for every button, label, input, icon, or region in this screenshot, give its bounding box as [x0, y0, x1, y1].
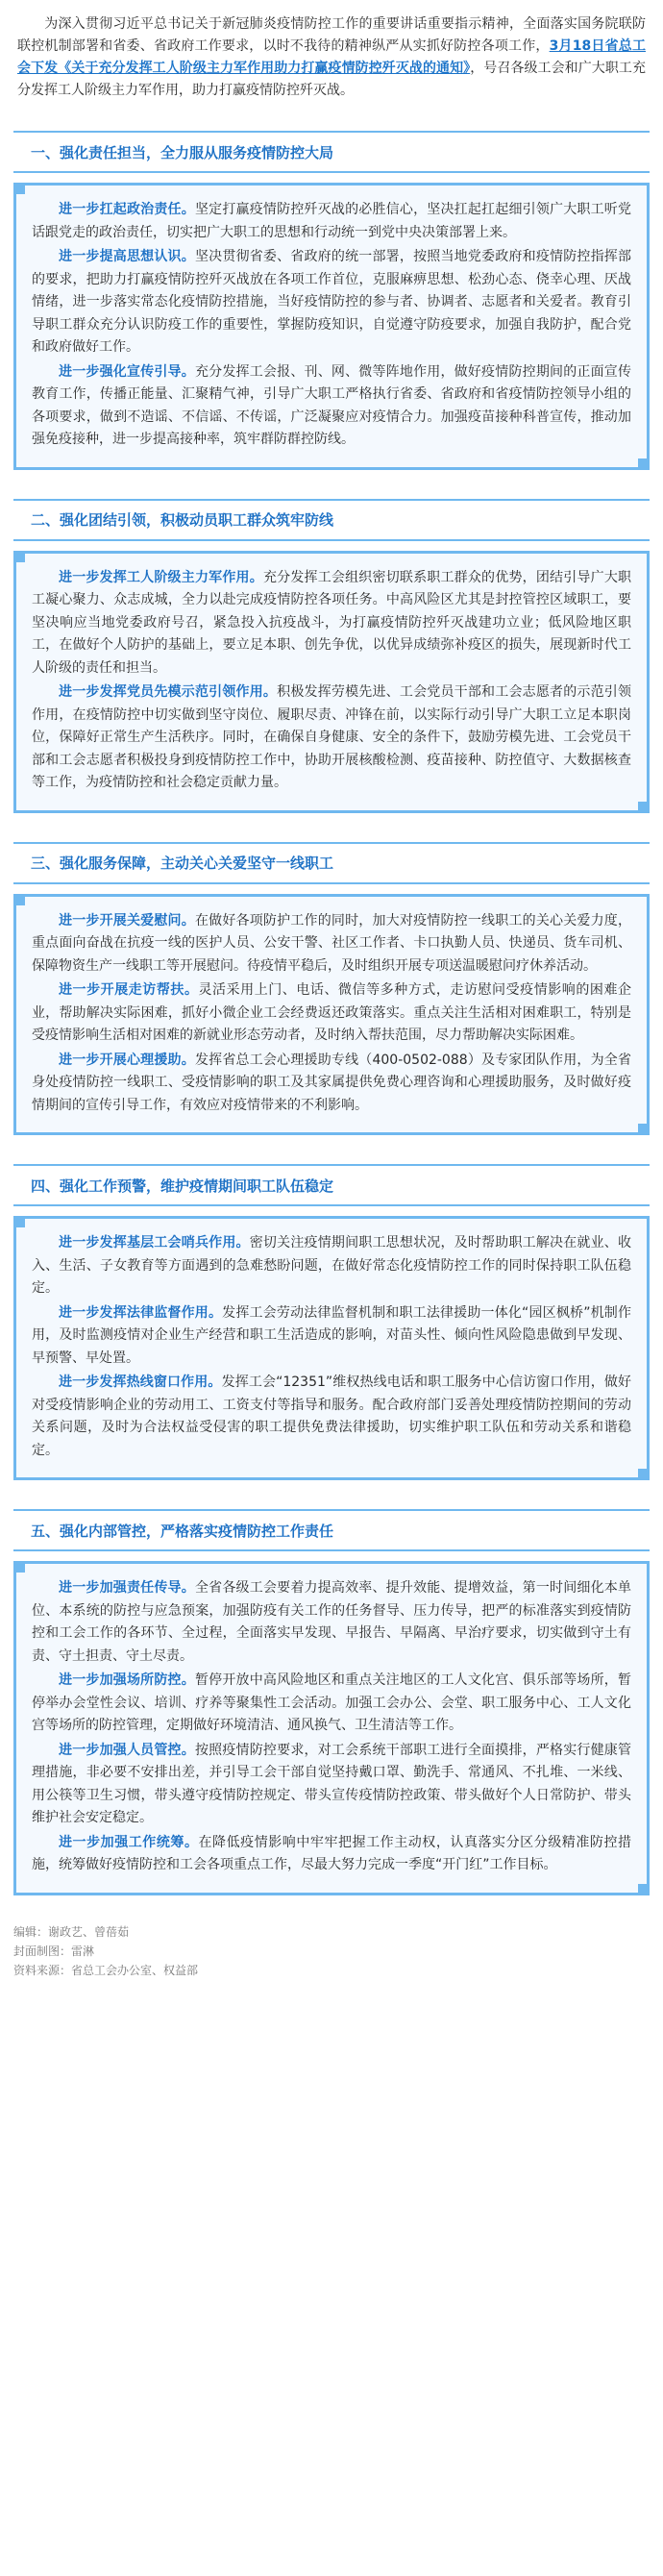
section-2 [0, 499, 663, 813]
section-1 [0, 131, 663, 470]
paragraph [32, 681, 631, 795]
paragraph [32, 361, 631, 452]
paragraph-lead: 进一步发挥工人阶级主力军作用。 [59, 569, 263, 585]
section-title: 四、强化工作预警，维护疫情期间职工队伍稳定 [31, 1177, 334, 1195]
paragraph [32, 1740, 631, 1830]
section-body [13, 551, 650, 813]
paragraph [32, 199, 631, 244]
paragraph [32, 1832, 631, 1877]
paragraph-text: 坚决贯彻省委、省政府的统一部署，按照当地党委政府和疫情防控指挥部的要求，把助力打赢疫情防控歼灭战放在各项工作首位，克服麻痹思想、松劲心态、侥幸心理、厌战情绪，进一步落实常态化疫情防控措施，当好疫情防控的参与者、协调者、志愿者和关爱者。教育引导职工群众充分认识防疫工作的重要性，掌握防疫知识，自觉遵守防疫要求，加强自我防护，配合党和政府做好工作。 [32, 249, 632, 355]
paragraph [32, 910, 631, 978]
paragraph-text: 积极发挥劳模先进、工会党员干部和工会志愿者的示范引领作用，在疫情防控中切实做到坚守岗位、履职尽责、冲锋在前，以实际行动引导广大职工立足本职岗位，保障好正常生产生活秩序。同时，在确保自身健康、安全的条件下，鼓励劳模先进、工会党员干部和工会志愿者积极投身到疫情防控工作中，协助开展核酸检测、疫苗接种、防控值守、大数据核查等工作，为疫情防控和社会稳定贡献力量。 [32, 684, 632, 790]
paragraph-text: 发挥工会“12351”维权热线电话和职工服务中心信访窗口作用，做好对受疫情影响企业的劳动用工、工资支付等指导和服务。配合政府部门妥善处理疫情防控期间的劳动关系问题，及时为合法权益受侵害的职工提供免费法律援助，切实维护职工队伍和劳动关系和谐稳定。 [32, 1375, 632, 1458]
paragraph-text: 充分发挥工会报、刊、网、微等阵地作用，做好疫情防控期间的正面宣传教育工作，传播正能量、汇聚精气神，引导广大职工严格执行省委、省政府和省疫情防控领导小组的各项要求，做到不造谣、不信谣、不传谣，广泛凝聚应对疫情合力。加强疫苗接种科普宣传，推动加强免疫接种，进一步提高接种率，筑牢群防群控防线。 [32, 363, 632, 447]
paragraph-lead: 进一步发挥法律监督作用。 [59, 1304, 223, 1321]
credit-cover: 封面制图：雷淋 [13, 1944, 95, 1958]
credit-editor: 编辑：谢政艺、曾蓓茹 [13, 1924, 130, 1939]
section-header [13, 1509, 650, 1551]
paragraph-text: 充分发挥工会组织密切联系职工群众的优势，团结引导广大职工凝心聚力、众志成城，全力以赴完成疫情防控各项任务。中高风险区尤其是封控管控区域职工，要坚决响应当地党委政府号召，紧急投入抗疫战斗，为打赢疫情防控歼灭战建功立业；低风险地区职工，在做好个人防护的基础上，要立足本职、创先争优，以优异成绩弥补疫区的损失，展现新时代工人阶级的责任和担当。 [32, 569, 632, 676]
paragraph-text: 发挥工会劳动法律监督机制和职工法律援助一体化“园区枫桥”机制作用，及时监测疫情对企业生产经营和职工生活造成的影响，对苗头性、倾向性风险隐患做到早发现、早预警、早处置。 [32, 1304, 631, 1366]
intro-text-a: 为深入贯彻习近平总书记关于新冠肺炎疫情防控工作的重要讲话重要指示精神，全面落实国务院联防联控机制部署和省委、省政府工作要求，以时不我待的精神纵严从实抓好防控各项工作， [17, 16, 646, 54]
section-body [13, 1216, 650, 1480]
paragraph-lead: 进一步提高思想认识。 [59, 249, 195, 264]
paragraph [32, 1577, 631, 1668]
paragraph-lead: 进一步开展心理援助。 [59, 1052, 195, 1068]
paragraph [32, 1670, 631, 1738]
intro-highlight-notice: 3月18日省总工会下发《关于充分发挥工人阶级主力军作用助力打赢疫情防控歼灭战的通知》 [17, 38, 647, 76]
paragraph-text: 全省各级工会要着力提高效率、提升效能、提增效益，第一时间细化本单位、本系统的防控与应急预案，加强防疫有关工作的任务督导、压力传导，把严的标准落实到疫情防控和工会工作的各环节、全过程，全面落实早发现、早报告、早隔离、早治疗要求，切实做到守土有责、守土担责、守土尽责。 [32, 1580, 632, 1664]
section-body [13, 894, 650, 1136]
section-title: 五、强化内部管控，严格落实疫情防控工作责任 [31, 1522, 334, 1540]
paragraph [32, 246, 631, 359]
paragraph-lead: 进一步开展关爱慰问。 [59, 912, 195, 929]
credit-source: 资料来源：省总工会办公室、权益部 [13, 1963, 199, 1977]
article [0, 13, 663, 1999]
paragraph-text: 密切关注疫情期间职工思想状况，及时帮助职工解决在就业、收入、生活、子女教育等方面遇到的急难愁盼问题，在做好常态化疫情防控工作的同时保持职工队伍稳定。 [32, 1235, 632, 1296]
paragraph-lead: 进一步加强人员管控。 [59, 1742, 195, 1758]
intro-text-b: ，号召各级工会和广大职工充分发挥工人阶级主力军作用，助力打赢疫情防控歼灭战。 [17, 61, 647, 98]
section-4 [0, 1164, 663, 1480]
section-title: 二、强化团结引领，积极动员职工群众筑牢防线 [31, 511, 334, 529]
paragraph-text: 坚定打赢疫情防控歼灭战的必胜信心，坚决扛起扛起细引领广大职工听党话跟党走的政治责任，切实把广大职工的思想和行动统一到党中央决策部署上来。 [32, 202, 632, 240]
paragraph-lead: 进一步开展走访帮扶。 [59, 982, 199, 998]
section-body [13, 183, 650, 470]
paragraph-lead: 进一步发挥基层工会哨兵作用。 [59, 1235, 250, 1251]
paragraph-lead: 进一步加强责任传导。 [59, 1580, 195, 1596]
section-3 [0, 842, 663, 1136]
paragraph-text: 在降低疫情影响中牢牢把握工作主动权，认真落实分区分级精准防控措施，统筹做好疫情防控和工会各项重点工作，尽最大努力完成一季度“开门红”工作目标。 [32, 1834, 631, 1872]
paragraph-lead: 进一步加强场所防控。 [59, 1672, 195, 1688]
paragraph-lead: 进一步扛起政治责任。 [59, 202, 195, 217]
paragraph-text: 发挥省总工会心理援助专线（400-0502-088）及专家团队作用，为全省身处疫情防控一线职工、受疫情影响的职工及其家属提供免费心理咨询和心理援助服务，及时做好疫情期间的宣传引导工作，有效应对疫情带来的不利影响。 [32, 1052, 631, 1113]
paragraph-text: 在做好各项防护工作的同时，加大对疫情防控一线职工的关心关爱力度，重点面向奋战在抗疫一线的医护人员、公安干警、社区工作者、卡口执勤人员、快递员、货车司机、保障物资生产一线职工等开展慰问。待疫情平稳后，及时组织开展专项送温暖慰问疗休养活动。 [32, 912, 632, 974]
paragraph-lead: 进一步强化宣传引导。 [59, 363, 195, 380]
paragraph-lead: 进一步加强工作统筹。 [59, 1834, 199, 1850]
credits [0, 1922, 663, 1999]
section-header [13, 131, 650, 173]
paragraph-lead: 进一步发挥热线窗口作用。 [59, 1375, 222, 1390]
paragraph-text: 灵活采用上门、电话、微信等多种方式，走访慰问受疫情影响的困难企业，帮助解决实际困难，抓好小微企业工会经费返还政策落实。重点关注生活相对困难职工，特别是受疫情影响生活相对困难的新就业形态劳动者，及时纳入帮扶范围，尽力帮助解决实际困难。 [32, 982, 631, 1043]
paragraph [32, 979, 631, 1048]
paragraph-text: 暂停开放中高风险地区和重点关注地区的工人文化宫、俱乐部等场所，暂停举办会堂性会议、培训、疗养等聚集性工会活动。加强工会办公、会堂、职工服务中心、工人文化宫等场所的防控管理，定期做好环境清洁、通风换气、卫生清洁等工作。 [32, 1672, 632, 1733]
paragraph [32, 1232, 631, 1300]
section-header [13, 842, 650, 884]
paragraph [32, 567, 631, 681]
section-header [13, 499, 650, 541]
intro-paragraph [0, 13, 663, 102]
paragraph [32, 1050, 631, 1118]
section-title: 一、强化责任担当，全力服从服务疫情防控大局 [31, 143, 334, 161]
paragraph-text: 按照疫情防控要求，对工会系统干部职工进行全面摸排，严格实行健康管理措施，非必要不安排出差，并引导工会干部自觉坚持戴口罩、勤洗手、常通风、不扎堆、一米线、用公筷等卫生习惯，带头遵守疫情防控规定、带头宣传疫情防控政策、带头做好个人日常防护、带头维护社会安定稳定。 [32, 1742, 632, 1825]
paragraph [32, 1372, 631, 1462]
paragraph [32, 1302, 631, 1371]
section-5 [0, 1509, 663, 1895]
section-body [13, 1561, 650, 1895]
paragraph-lead: 进一步发挥党员先模示范引领作用。 [59, 684, 278, 700]
section-title: 三、强化服务保障，主动关心关爱坚守一线职工 [31, 855, 334, 872]
section-header [13, 1164, 650, 1206]
